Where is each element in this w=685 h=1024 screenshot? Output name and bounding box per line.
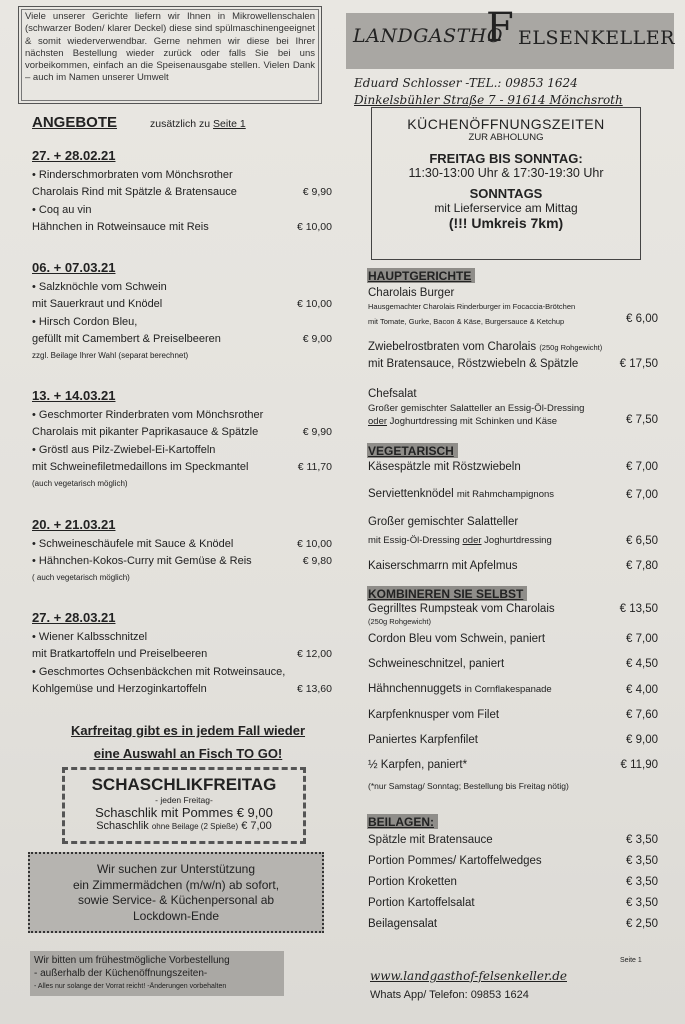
item-name: Paniertes Karpfenfilet [368, 734, 478, 746]
offer-text: Charolais mit pikanter Paprikasauce & Spätzle [32, 426, 259, 439]
offer-block [32, 147, 332, 237]
offer-date: 06. + 07.03.21 [32, 260, 116, 275]
offer-text: • Rinderschmorbraten vom Mönchsrother [32, 168, 233, 181]
offer-price: € 10,00 [296, 221, 332, 234]
hours-delivery: mit Lieferservice am Mittag [434, 201, 578, 215]
menu-item [368, 832, 658, 848]
item-price: € 3,50 [626, 834, 658, 846]
item-weight: (250g Rohgewicht) [368, 617, 431, 626]
item-price: € 7,00 [626, 489, 658, 501]
logo-part-1: LANDGASTHO [353, 25, 503, 47]
item-name: Charolais Burger [368, 287, 455, 299]
item-name: Hähnchennuggets [368, 683, 462, 695]
section-heading: VEGETARISCH [367, 443, 458, 458]
dishware-notice [18, 6, 322, 104]
offer-text: • Geschmorter Rinderbraten vom Mönchsrother [32, 408, 264, 421]
schaschlik-subtitle: - jeden Freitag- [155, 795, 213, 805]
menu-item [368, 601, 658, 626]
menu-item [368, 853, 658, 869]
menu-item [368, 285, 658, 327]
offer-text: • Hirsch Cordon Bleu, [32, 315, 138, 328]
item-weight: (250g Rohgewicht) [539, 343, 603, 352]
combine-note: (*nur Samstag/ Sonntag; Bestellung bis Freitag nötig) [368, 781, 569, 791]
offer-text: Kohlgemüse und Herzoginkartoffeln [32, 683, 207, 696]
hours-title: KÜCHENÖFFNUNGSZEITEN [407, 116, 605, 132]
phone-contact: Whats App/ Telefon: 09853 1624 [370, 989, 529, 1001]
offer-date: 20. + 21.03.21 [32, 517, 116, 532]
menu-item [368, 707, 658, 723]
offer-text: • Salzknöchle vom Schwein [32, 280, 167, 293]
offer-text: Charolais Rind mit Spätzle & Bratensauce [32, 186, 237, 199]
offer-text: • Wiener Kalbsschnitzel [32, 630, 148, 643]
item-detail [368, 533, 658, 549]
item-detail: mit Rahmchampignons [456, 489, 555, 500]
item-name: Schweineschnitzel, paniert [368, 658, 505, 670]
offer-price: € 9,90 [302, 186, 332, 199]
address-line-1: Eduard Schlosser -TEL.: 09853 1624 [354, 76, 578, 90]
offer-block [32, 387, 332, 490]
item-name: Chefsalat [368, 388, 417, 400]
item-price: € 11,90 [620, 759, 658, 771]
item-detail-line-2 [368, 415, 658, 428]
hours-times: 11:30-13:00 Uhr & 17:30-19:30 Uhr [408, 166, 604, 180]
offer-text: gefüllt mit Camembert & Preiselbeeren [32, 333, 221, 346]
item-price: € 6,50 [626, 535, 658, 547]
fish-announcement [38, 719, 338, 765]
offer-line [32, 553, 332, 571]
schaschlik-price: € 7,00 [241, 820, 272, 832]
item-price: € 6,00 [626, 313, 658, 325]
item-detail-or: oder [368, 416, 388, 427]
offer-line [32, 167, 332, 185]
job-line-4: Lockdown-Ende [132, 908, 220, 923]
item-name: ½ Karpfen, paniert* [368, 759, 468, 771]
offer-line [32, 424, 332, 442]
menu-item [368, 874, 658, 890]
item-price: € 3,50 [626, 897, 658, 909]
item-price: € 13,50 [619, 603, 658, 615]
offer-block [32, 259, 332, 362]
offers-subtitle-page: Seite 1 [213, 118, 246, 130]
offer-price: € 10,00 [296, 537, 332, 550]
offer-line [32, 296, 332, 314]
preorder-line-2: - außerhalb der Küchenöffnungszeiten- [34, 968, 208, 979]
fish-line-2: eine Auswahl an Fisch TO GO! [93, 746, 283, 761]
schaschlik-name: Schaschlik [96, 820, 149, 832]
item-price: € 4,00 [626, 684, 658, 696]
offers-subtitle-prefix: zusätzlich zu [150, 118, 211, 130]
logo-big-letter: F [486, 5, 515, 51]
item-detail: Großer gemischter Salatteller an Essig-Öl-Dressing [368, 403, 585, 414]
schaschlik-detail: ohne Beilage (2 Spieße) [151, 822, 239, 831]
vegetarian-section [368, 443, 658, 574]
offer-price: € 11,70 [297, 461, 332, 474]
offer-text: • Schweineschäufele mit Sauce & Knödel [32, 537, 234, 550]
kitchen-hours-box [371, 107, 641, 260]
offer-note: zzgl. Beilage Ihrer Wahl (separat berechnet) [32, 350, 189, 360]
item-name-line-2: mit Bratensauce, Röstzwiebeln & Spätzle [368, 358, 579, 370]
item-price: € 7,80 [626, 560, 658, 572]
offer-line [32, 279, 332, 297]
offer-text: mit Bratkartoffeln und Preiselbeeren [32, 648, 208, 661]
hours-sunday: SONNTAGS [469, 186, 543, 201]
offer-date: 27. + 28.03.21 [32, 610, 116, 625]
offer-line [32, 681, 332, 699]
job-line-2: ein Zimmermädchen (m/w/n) ab sofort, [72, 877, 280, 892]
offer-date: 27. + 28.02.21 [32, 148, 116, 163]
menu-item [368, 757, 658, 773]
offer-block [32, 516, 332, 584]
offer-line [32, 664, 332, 682]
item-price: € 7,50 [626, 414, 658, 426]
offers-subtitle [150, 118, 246, 130]
offer-price: € 9,80 [302, 555, 332, 568]
item-name: Portion Kartoffelsalat [368, 897, 475, 909]
item-price: € 17,50 [619, 358, 658, 370]
menu-item [368, 895, 658, 911]
item-name: Zwiebelrostbraten vom Charolais [368, 341, 537, 353]
item-detail-rest: Joghurtdressing mit Schinken und Käse [389, 416, 558, 427]
preorder-line-3: - Alles nur solange der Vorrat reicht! -Änderungen vorbehalten [34, 983, 227, 990]
menu-item [368, 339, 658, 372]
offer-price: € 9,90 [302, 426, 332, 439]
offer-text: • Coq au vin [32, 203, 92, 216]
menu-item [368, 514, 658, 549]
address [354, 75, 623, 109]
item-price: € 2,50 [626, 918, 658, 930]
menu-item [368, 459, 658, 475]
offer-text: mit Sauerkraut und Knödel [32, 298, 163, 311]
offer-note: (auch vegetarisch möglich) [32, 478, 128, 488]
item-detail: in Cornflakespanade [464, 684, 552, 695]
job-line-3: sowie Service- & Küchenpersonal ab [77, 893, 275, 907]
schaschlik-box [62, 767, 306, 844]
offer-line [32, 536, 332, 554]
fish-line-1: Karfreitag gibt es in jedem Fall wieder [70, 723, 306, 738]
offer-line [32, 442, 332, 460]
hours-days: FREITAG BIS SONNTAG: [429, 151, 583, 166]
item-name: Karpfenknusper vom Filet [368, 709, 500, 721]
job-notice [28, 852, 324, 933]
menu-item [368, 631, 658, 647]
offer-text: Hähnchen in Rotweinsauce mit Reis [32, 221, 209, 234]
item-detail: Hausgemachter Charolais Rinderburger im Focaccia-Brötchen [368, 302, 576, 311]
sides-section [368, 814, 658, 932]
menu-item [368, 486, 658, 503]
section-heading: BEILAGEN: [367, 814, 438, 829]
item-detail-b: Joghurtdressing [484, 535, 552, 546]
item-name: Gegrilltes Rumpsteak vom Charolais [368, 603, 555, 615]
item-price: € 7,00 [626, 633, 658, 645]
menu-item [368, 558, 658, 574]
address-line-2: Dinkelsbühler Straße 7 - 91614 Mönchsroth [354, 93, 623, 107]
schaschlik-line-2 [65, 820, 303, 832]
menu-item [368, 681, 658, 698]
menu-item [368, 656, 658, 672]
offer-line [32, 184, 332, 202]
section-heading: HAUPTGERICHTE [367, 268, 475, 283]
offer-line [32, 459, 332, 477]
preorder-notice [30, 951, 284, 996]
offer-line [32, 202, 332, 220]
preorder-line-1: Wir bitten um frühestmögliche Vorbestellung [34, 955, 230, 966]
main-dishes-section [368, 268, 658, 428]
menu-item [368, 386, 658, 428]
offer-line [32, 646, 332, 664]
logo-part-2: ELSENKELLER [518, 27, 675, 49]
item-name: Portion Kroketten [368, 876, 457, 888]
hours-subtitle: ZUR ABHOLUNG [468, 132, 544, 143]
item-detail-or: oder [462, 535, 482, 546]
item-price: € 7,60 [626, 709, 658, 721]
offer-line [32, 629, 332, 647]
restaurant-logo [346, 5, 675, 69]
offer-text: mit Schweinefiletmedaillons im Speckmantel [32, 461, 249, 474]
offer-block [32, 609, 332, 699]
offer-price: € 13,60 [296, 683, 332, 696]
offer-price: € 9,00 [302, 333, 332, 346]
offer-line [32, 314, 332, 332]
notice-text: Viele unserer Gerichte liefern wir Ihnen in Mikrowellenschalen (schwarzer Boden/ klarer Deckel) diese sind spülmaschinengeeignet & somit wiederverwendbar. Gerne nehmen wir diese bei Ihrer nächsten Bestellung wieder zurück oder falls Sie bei uns vorbeikommen, einfach an die Speisenausgabe stellen. Vielen Dank – auch im Namen unserer Umwelt [25, 11, 315, 84]
job-line-1: Wir suchen zur Unterstützung [96, 862, 256, 876]
item-name: Serviettenknödel [368, 488, 454, 500]
item-price: € 7,00 [626, 461, 658, 473]
hours-radius: (!!! Umkreis 7km) [448, 215, 564, 231]
item-name: Beilagensalat [368, 918, 438, 930]
item-name: Käsespätzle mit Röstzwiebeln [368, 461, 521, 473]
offer-text: • Hähnchen-Kokos-Curry mit Gemüse & Reis [32, 555, 252, 568]
item-name: Großer gemischter Salatteller [368, 516, 519, 528]
section-heading: KOMBINEREN SIE SELBST [367, 586, 527, 601]
schaschlik-title: SCHASCHLIKFREITAG [91, 775, 277, 794]
offer-price: € 12,00 [296, 648, 332, 661]
website-link[interactable]: www.landgasthof-felsenkeller.de [370, 969, 567, 983]
item-price: € 4,50 [626, 658, 658, 670]
item-name: Spätzle mit Bratensauce [368, 834, 493, 846]
item-price: € 9,00 [626, 734, 658, 746]
offer-line [32, 331, 332, 349]
offers-title: ANGEBOTE [32, 114, 118, 131]
item-detail: mit Tomate, Gurke, Bacon & Käse, Burgersauce & Ketchup [368, 317, 565, 326]
offer-price: € 10,00 [296, 298, 332, 311]
combine-section [368, 586, 658, 791]
offer-line [32, 219, 332, 237]
offer-note: ( auch vegetarisch möglich) [32, 572, 130, 582]
schaschlik-line-1: Schaschlik mit Pommes € 9,00 [95, 805, 273, 820]
offer-text: • Gröstl aus Pilz-Zwiebel-Ei-Kartoffeln [32, 443, 216, 456]
menu-item [368, 732, 658, 748]
item-price: € 3,50 [626, 876, 658, 888]
offer-line [32, 407, 332, 425]
item-price: € 3,50 [626, 855, 658, 867]
offer-text: • Geschmortes Ochsenbäckchen mit Rotweinsauce, [32, 665, 286, 678]
item-name: Portion Pommes/ Kartoffelwedges [368, 855, 542, 867]
menu-item [368, 916, 658, 932]
item-name: Cordon Bleu vom Schwein, paniert [368, 633, 546, 645]
item-name: Kaiserschmarrn mit Apfelmus [368, 560, 518, 572]
item-detail-a: mit Essig-Öl-Dressing [368, 535, 460, 546]
page-number: Seite 1 [620, 957, 642, 964]
offer-date: 13. + 14.03.21 [32, 388, 116, 403]
